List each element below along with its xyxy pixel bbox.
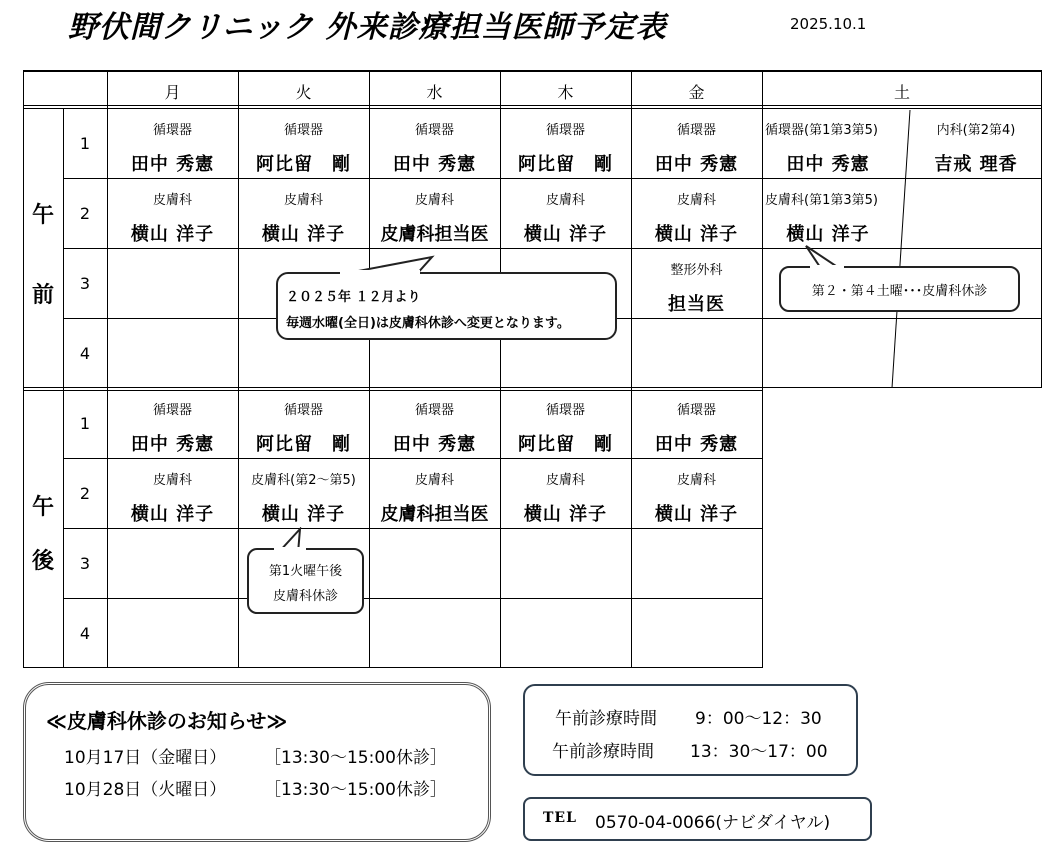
cell-doctor: 横山 洋子 <box>261 224 346 245</box>
cell-dept: 循環器 <box>283 123 323 138</box>
cell-dept: 循環器 <box>414 403 454 418</box>
cell-dept: 循環器 <box>676 403 716 418</box>
dermatology-closure-notice <box>23 682 491 842</box>
period-am-char1: 午 <box>31 203 54 228</box>
cell-doctor: 田中 秀憲 <box>654 154 739 175</box>
cell-doctor: 田中 秀憲 <box>392 434 477 455</box>
callout-line1: 第1火曜午後 <box>268 564 343 579</box>
pm-hours-time: 13：30～17：00 <box>690 742 828 762</box>
callout-line2: 毎週水曜(全日)は皮膚科休診へ変更となります。 <box>286 316 570 331</box>
day-header-sat: 土 <box>893 83 910 102</box>
am-hours-label: 午前診療時間 <box>555 709 657 729</box>
callout-text: 第２・第４土曜･･･皮膚科休診 <box>811 284 988 299</box>
cell-doctor: 田中 秀憲 <box>130 434 215 455</box>
cell-dept: 皮膚科 <box>676 193 716 208</box>
cell-dept: 皮膚科 <box>545 193 585 208</box>
clinic-hours-box <box>523 684 858 776</box>
am-hours-time: 9：00～12：30 <box>695 709 822 729</box>
cell-dept: 皮膚科 <box>676 473 716 488</box>
row-number: 2 <box>79 204 91 223</box>
period-pm-char2: 後 <box>31 549 54 574</box>
tel-label: TEL <box>543 810 577 826</box>
cell-dept: 内科(第2第4) <box>936 123 1016 138</box>
callout-tail-mask <box>274 547 306 552</box>
row-number: 2 <box>79 484 91 503</box>
cell-doctor: 横山 洋子 <box>654 504 739 525</box>
cell-dept: 皮膚科 <box>414 473 454 488</box>
page-title: 野伏間クリニック 外来診療担当医師予定表 <box>68 10 667 45</box>
period-am-char2: 前 <box>31 283 54 308</box>
cell-doctor: 吉戒 理香 <box>934 154 1018 175</box>
callout-line2: 皮膚科休診 <box>272 589 338 604</box>
cell-doctor: 田中 秀憲 <box>392 154 477 175</box>
day-header-mon: 月 <box>164 83 181 102</box>
cell-doctor: 横山 洋子 <box>786 224 870 245</box>
notice-heading: ≪皮膚科休診のお知らせ≫ <box>46 709 288 733</box>
notice-item-date: 10月28日（火曜日） <box>64 780 227 800</box>
cell-dept: 循環器 <box>283 403 323 418</box>
saturday-closed-callout <box>779 266 1020 312</box>
callout-line1: ２０２５年 １２月より <box>286 290 421 305</box>
row-number: 3 <box>79 274 91 293</box>
row-number: 3 <box>79 554 91 573</box>
cell-doctor: 阿比留 剛 <box>518 154 613 175</box>
row-number: 4 <box>79 624 91 643</box>
cell-doctor: 阿比留 剛 <box>518 434 613 455</box>
cell-dept: 循環器 <box>414 123 454 138</box>
pm-hours-label: 午前診療時間 <box>552 742 654 762</box>
callout-tail-mask <box>810 265 844 270</box>
day-header-tue: 火 <box>295 83 312 102</box>
wednesday-change-callout <box>276 272 617 340</box>
cell-dept: 整形外科 <box>670 263 723 278</box>
cell-doctor: 皮膚科担当医 <box>380 224 489 245</box>
cell-dept: 循環器 <box>676 123 716 138</box>
tel-number[interactable]: 0570-04-0066(ナビダイヤル) <box>595 813 831 833</box>
cell-doctor: 横山 洋子 <box>523 224 608 245</box>
cell-dept: 皮膚科(第1第3第5) <box>765 193 878 208</box>
cell-dept: 皮膚科 <box>545 473 585 488</box>
cell-dept: 皮膚科 <box>283 193 323 208</box>
cell-doctor: 横山 洋子 <box>130 504 215 525</box>
row-number: 4 <box>79 344 91 363</box>
row-number: 1 <box>79 134 91 153</box>
tuesday-pm-callout <box>247 548 364 614</box>
cell-dept: 循環器 <box>545 403 585 418</box>
day-header-wed: 水 <box>426 83 443 102</box>
notice-item-time: ［13:30～15:00休診］ <box>264 748 447 768</box>
cell-doctor: 横山 洋子 <box>523 504 608 525</box>
cell-dept: 循環器 <box>152 123 192 138</box>
cell-doctor: 皮膚科担当医 <box>380 504 489 525</box>
cell-dept: 皮膚科 <box>152 473 192 488</box>
cell-dept: 循環器 <box>152 403 192 418</box>
cell-doctor: 横山 洋子 <box>261 504 346 525</box>
day-header-thu: 木 <box>557 83 574 102</box>
cell-doctor: 田中 秀憲 <box>786 154 870 175</box>
callout-tail-mask <box>340 270 420 276</box>
cell-doctor: 担当医 <box>668 294 725 315</box>
notice-item-time: ［13:30～15:00休診］ <box>264 780 447 800</box>
cell-dept: 皮膚科(第2～第5) <box>251 473 356 488</box>
cell-dept: 循環器 <box>545 123 585 138</box>
cell-dept: 循環器(第1第3第5) <box>765 123 878 138</box>
row-number: 1 <box>79 414 91 433</box>
cell-doctor: 横山 洋子 <box>130 224 215 245</box>
cell-dept: 皮膚科 <box>414 193 454 208</box>
period-pm-char1: 午 <box>31 495 54 520</box>
notice-item-date: 10月17日（金曜日） <box>64 748 227 768</box>
cell-dept: 皮膚科 <box>152 193 192 208</box>
day-header-fri: 金 <box>688 83 705 102</box>
cell-doctor: 田中 秀憲 <box>130 154 215 175</box>
cell-doctor: 田中 秀憲 <box>654 434 739 455</box>
telephone-box <box>523 797 872 841</box>
cell-doctor: 横山 洋子 <box>654 224 739 245</box>
cell-doctor: 阿比留 剛 <box>256 434 351 455</box>
cell-doctor: 阿比留 剛 <box>256 154 351 175</box>
issue-date: 2025.10.1 <box>790 15 867 33</box>
